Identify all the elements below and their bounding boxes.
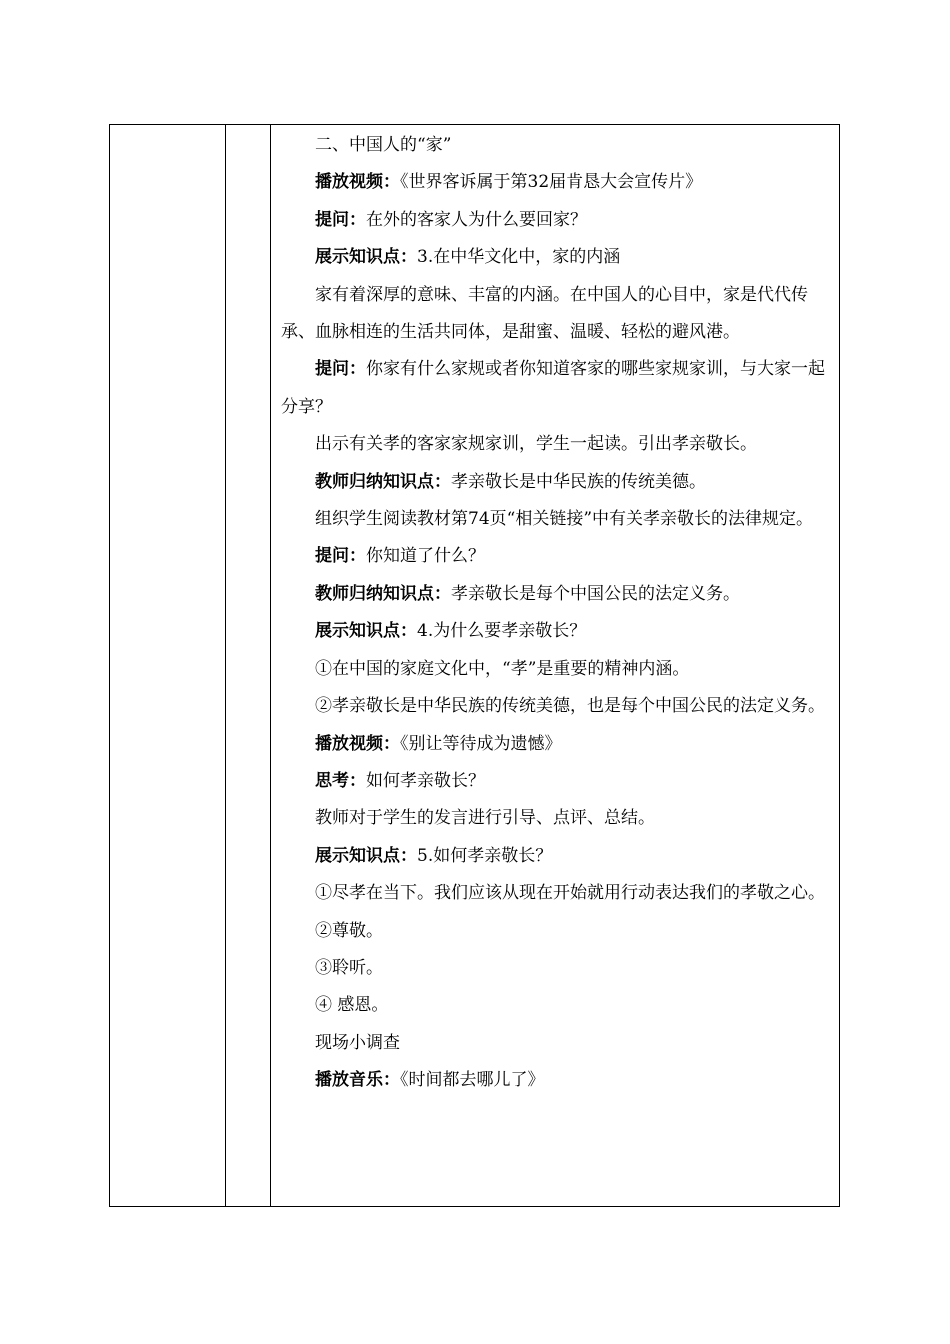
table-column-content — [271, 125, 839, 1206]
paragraph — [281, 202, 833, 239]
paragraph — [281, 277, 833, 352]
bold-label: 展示知识点： — [315, 621, 417, 642]
paragraph-text: 二、中国人的“家” — [315, 135, 452, 155]
paragraph — [281, 464, 833, 501]
paragraph-text: ①在中国的家庭文化中，“孝”是重要的精神内涵。 — [315, 658, 690, 679]
paragraph-text: 孝亲敬长是中华民族的传统美德。 — [451, 471, 706, 492]
paragraph-text: 教师对于学生的发言进行引导、点评、总结。 — [315, 808, 655, 829]
bold-label: 教师归纳知识点： — [315, 471, 451, 492]
paragraph — [281, 1025, 833, 1062]
paragraph — [281, 688, 833, 725]
paragraph-text: ④ 感恩。 — [315, 995, 389, 1016]
bold-label: 提问： — [315, 546, 366, 567]
paragraph — [281, 763, 833, 800]
paragraph-text: 3.在中华文化中，家的内涵 — [417, 247, 621, 268]
paragraph — [281, 127, 833, 164]
paragraph — [281, 838, 833, 875]
paragraph-text: 现场小调查 — [315, 1032, 400, 1053]
paragraph — [281, 501, 833, 538]
paragraph — [281, 351, 833, 426]
paragraph — [281, 913, 833, 950]
paragraph — [281, 538, 833, 575]
paragraph-text: 4.为什么要孝亲敬长？ — [417, 621, 587, 642]
paragraph — [281, 987, 833, 1024]
paragraph — [281, 800, 833, 837]
paragraph-text: 《世界客诉属于第32届肯恳大会宣传片》 — [400, 172, 703, 193]
paragraph — [281, 875, 833, 912]
paragraph-text: 孝亲敬长是每个中国公民的法定义务。 — [451, 583, 740, 604]
paragraph-text: 《别让等待成为遗憾》 — [400, 733, 562, 754]
lesson-table — [109, 124, 840, 1207]
paragraph-text: 《时间都去哪儿了》 — [400, 1070, 545, 1091]
paragraph — [281, 426, 833, 463]
paragraph-text: ②尊敬。 — [315, 920, 383, 941]
paragraph-text: 5.如何孝亲敬长？ — [417, 845, 553, 866]
lesson-content — [281, 127, 833, 1100]
paragraph-text: 你知道了什么？ — [366, 546, 485, 567]
paragraph-text: ③聆听。 — [315, 957, 383, 978]
paragraph-text: 如何孝亲敬长？ — [366, 770, 485, 791]
paragraph-text: 组织学生阅读教材第74页“相关链接”中有关孝亲敬长的法律规定。 — [315, 509, 814, 530]
paragraph — [281, 613, 833, 650]
paragraph-text: ①尽孝在当下。我们应该从现在开始就用行动表达我们的孝敬之心。 — [315, 883, 825, 904]
paragraph — [281, 651, 833, 688]
paragraph — [281, 1062, 833, 1099]
paragraph-text: ②孝亲敬长是中华民族的传统美德，也是每个中国公民的法定义务。 — [315, 696, 825, 717]
bold-label: 播放视频： — [315, 733, 400, 754]
bold-label: 展示知识点： — [315, 247, 417, 268]
paragraph — [281, 164, 833, 201]
bold-label: 提问： — [315, 209, 366, 230]
paragraph — [281, 576, 833, 613]
paragraph-text: 家有着深厚的意味、丰富的内涵。在中国人的心目中，家是代代传承、血脉相连的生活共同体，是甜蜜、温暖、轻松的避风港。 — [281, 284, 808, 343]
paragraph — [281, 726, 833, 763]
paragraph — [281, 239, 833, 276]
paragraph — [281, 950, 833, 987]
bold-label: 教师归纳知识点： — [315, 583, 451, 604]
table-column-1 — [110, 125, 226, 1206]
bold-label: 播放音乐： — [315, 1070, 400, 1091]
paragraph-text: 出示有关孝的客家家规家训，学生一起读。引出孝亲敬长。 — [315, 434, 757, 455]
table-column-2 — [226, 125, 271, 1206]
bold-label: 思考： — [315, 770, 366, 791]
paragraph-text: 你家有什么家规或者你知道客家的哪些家规家训，与大家一起分享？ — [281, 359, 825, 417]
bold-label: 展示知识点： — [315, 845, 417, 866]
bold-label: 提问： — [315, 359, 366, 380]
paragraph-text: 在外的客家人为什么要回家？ — [366, 209, 587, 230]
bold-label: 播放视频： — [315, 172, 400, 193]
